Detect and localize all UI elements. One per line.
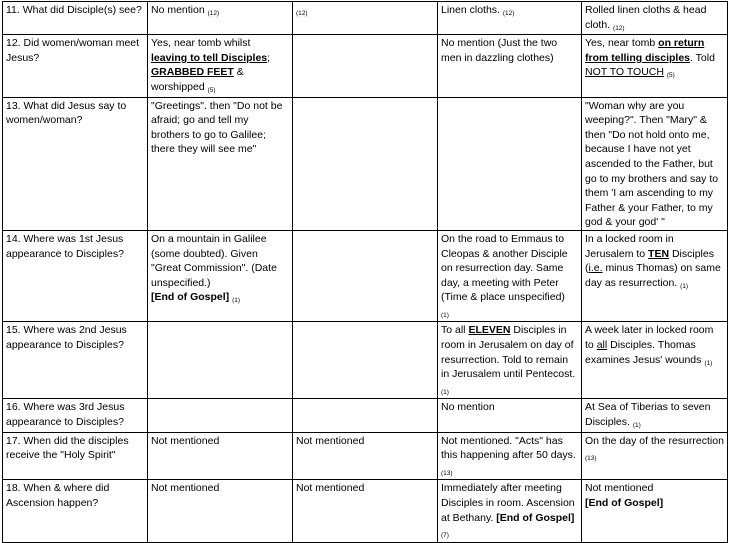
luke-cell: On the road to Emmaus to Cleopas & another Disciple on resurrection day. Same day, a meeting with Peter (Time & place unspecified) (1) [438,230,582,322]
luke-cell: Immediately after meeting Disciples in room. Ascension at Bethany. [End of Gospel] (7) [438,480,582,542]
mark-cell [293,399,438,432]
mark-cell: (12) [293,2,438,35]
question-cell: 17. When did the disciples receive the "Holy Spirit" [3,432,148,480]
table-row [3,322,728,399]
table-row [3,432,728,480]
comparison-table [2,1,728,543]
luke-cell: No mention [438,399,582,432]
john-cell: Yes, near tomb on return from telling disciples. Told NOT TO TOUCH (5) [582,35,728,97]
mark-cell [293,322,438,399]
question-cell: 13. What did Jesus say to women/woman? [3,97,148,230]
john-cell: A week later in locked room to all Disciples. Thomas examines Jesus' wounds (1) [582,322,728,399]
question-cell: 18. When & where did Ascension happen? [3,480,148,542]
john-cell: Not mentioned [End of Gospel] [582,480,728,542]
luke-cell: Linen cloths. (12) [438,2,582,35]
mark-cell [293,97,438,230]
table-row [3,399,728,432]
table-row [3,230,728,322]
john-cell: On the day of the resurrection (13) [582,432,728,480]
question-cell: 14. Where was 1st Jesus appearance to Disciples? [3,230,148,322]
john-cell: In a locked room in Jerusalem to TEN Disciples (i.e. minus Thomas) on same day as resurrection. (1) [582,230,728,322]
luke-cell: To all ELEVEN Disciples in room in Jerusalem on day of resurrection. Told to remain in Jerusalem until Pentecost. (1) [438,322,582,399]
john-cell: Rolled linen cloths & head cloth. (12) [582,2,728,35]
question-cell: 11. What did Disciple(s) see? [3,2,148,35]
matthew-cell [148,322,293,399]
matthew-cell: No mention (12) [148,2,293,35]
luke-cell: No mention (Just the two men in dazzling clothes) [438,35,582,97]
matthew-cell: Not mentioned [148,480,293,542]
mark-cell [293,230,438,322]
matthew-cell [148,399,293,432]
matthew-cell: On a mountain in Galilee (some doubted). Given "Great Commission". (Date unspecified.) [End of Gospel] (1) [148,230,293,322]
luke-cell [438,97,582,230]
table-row [3,480,728,542]
mark-cell [293,35,438,97]
question-cell: 12. Did women/woman meet Jesus? [3,35,148,97]
matthew-cell: Not mentioned [148,432,293,480]
luke-cell: Not mentioned. "Acts" has this happening after 50 days. (13) [438,432,582,480]
table-row [3,2,728,35]
john-cell: "Woman why are you weeping?". Then "Mary" & then "Do not hold onto me, because I have not yet ascended to the Father, but go to my brothers and say to them 'I am ascending to my Father & your Father, to my god & your god' " [582,97,728,230]
john-cell: At Sea of Tiberias to seven Disciples. (1) [582,399,728,432]
matthew-cell: "Greetings". then "Do not be afraid; go and tell my brothers to go to Galilee; there they will see me" [148,97,293,230]
question-cell: 16. Where was 3rd Jesus appearance to Disciples? [3,399,148,432]
table-row [3,97,728,230]
table-row [3,35,728,97]
mark-cell: Not mentioned [293,432,438,480]
mark-cell: Not mentioned [293,480,438,542]
matthew-cell: Yes, near tomb whilst leaving to tell Disciples; GRABBED FEET & worshipped (5) [148,35,293,97]
question-cell: 15. Where was 2nd Jesus appearance to Disciples? [3,322,148,399]
